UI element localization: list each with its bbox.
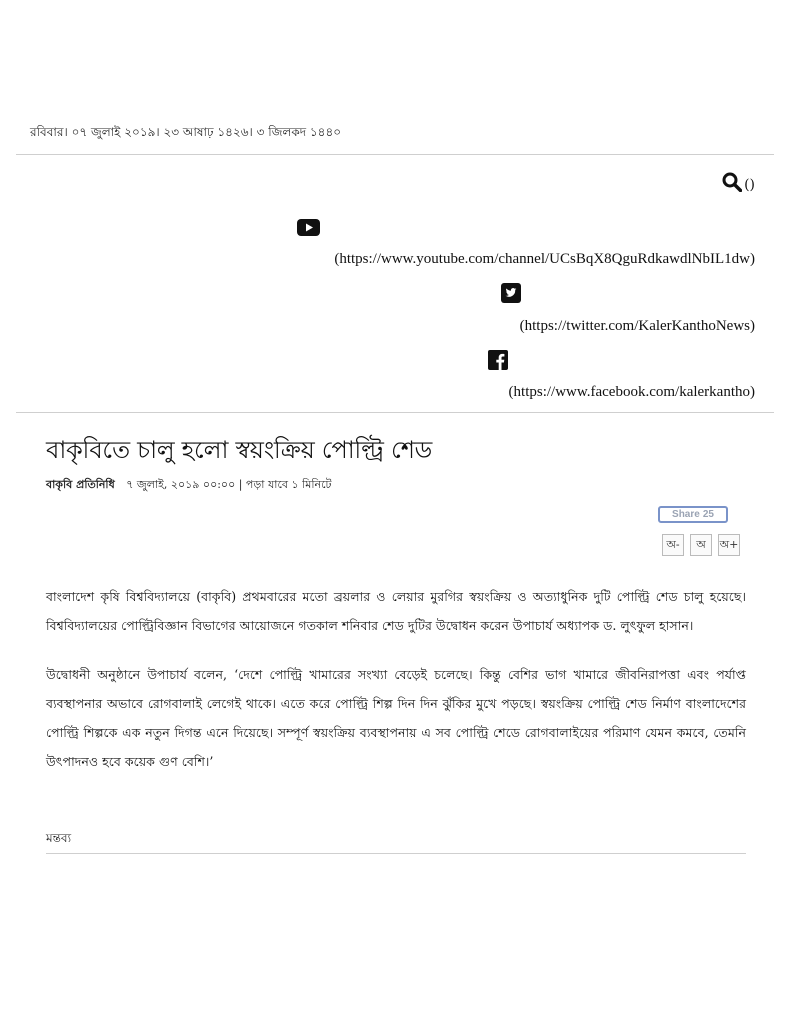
share-count: 25 — [702, 509, 714, 520]
search-button[interactable] — [722, 172, 755, 192]
date-line: রবিবার। ০৭ জুলাই ২০১৯। ২৩ আষাঢ় ১৪২৬। ৩ জিলকদ ১৪৪০ — [30, 125, 342, 139]
twitter-link[interactable]: (https://twitter.com/KalerKanthoNews) — [519, 318, 755, 334]
twitter-icon[interactable] — [501, 283, 521, 303]
article-headline: বাকৃবিতে চালু হলো স্বয়ংক্রিয় পোল্ট্রি শেড — [46, 436, 432, 464]
comments-divider — [46, 853, 746, 854]
article-paragraph-1: বাংলাদেশ কৃষি বিশ্ববিদ্যালয়ে (বাকৃবি) প্রথমবারের মতো ব্রয়লার ও লেয়ার মুরগির স্বয়ংক্রিয় ও অত্যাধুনিক দুটি পোল্ট্রি শেড চালু হয়েছে। বিশ্ববিদ্যালয়ের পোল্ট্রিবিজ্ঞান বিভাগের আয়োজনে গতকাল শনিবার শেড দুটির উদ্বোধন করেন উপাচার্য অধ্যাপক ড. লুৎফুল হাসান। — [46, 589, 746, 633]
search-icon — [722, 172, 742, 192]
top-divider — [16, 154, 774, 155]
article-byline — [46, 476, 332, 495]
header-divider — [16, 412, 774, 413]
font-reset-button[interactable]: অ — [690, 534, 712, 556]
youtube-link[interactable]: (https://www.youtube.com/channel/UCsBqX8QguRdkawdlNbIL1dw) — [334, 251, 755, 267]
share-label: Share — [672, 509, 700, 520]
facebook-icon[interactable] — [488, 350, 508, 370]
article-meta: ৭ জুলাই, ২০১৯ ০০:০০ | পড়া যাবে ১ মিনিটে — [126, 478, 332, 491]
article-author: বাকৃবি প্রতিনিধি — [46, 478, 115, 491]
facebook-link[interactable]: (https://www.facebook.com/kalerkantho) — [508, 384, 755, 400]
search-count: () — [744, 177, 755, 193]
youtube-icon[interactable] — [297, 219, 320, 236]
font-decrease-button[interactable]: অ- — [662, 534, 684, 556]
share-button[interactable] — [658, 506, 728, 523]
comments-heading: মন্তব্য — [46, 831, 72, 845]
article-paragraph-2: উদ্বোধনী অনুষ্ঠানে উপাচার্য বলেন, ‘দেশে পোল্ট্রি খামারের সংখ্যা বেড়েই চলেছে। কিন্তু বেশির ভাগ খামারে জীবনিরাপত্তা এবং পর্যাপ্ত ব্যবস্থাপনার অভাবে রোগবালাই লেগেই থাকে। এতে করে পোল্ট্রি শিল্প দিন দিন ঝুঁকির মুখে পড়ছে। স্বয়ংক্রিয় পোল্ট্রি শেড নির্মাণ বাংলাদেশের পোল্ট্রি শিল্পকে এক নতুন দিগন্ত এনে দিয়েছে। সম্পূর্ণ স্বয়ংক্রিয় ব্যবস্থাপনায় এ সব পোল্ট্রি শেডে রোগবালাইয়ের পরিমাণ যেমন কমবে, তেমনি উৎপাদনও হবে কয়েক গুণ বেশি।’ — [46, 667, 746, 769]
font-increase-button[interactable]: অ+ — [718, 534, 740, 556]
